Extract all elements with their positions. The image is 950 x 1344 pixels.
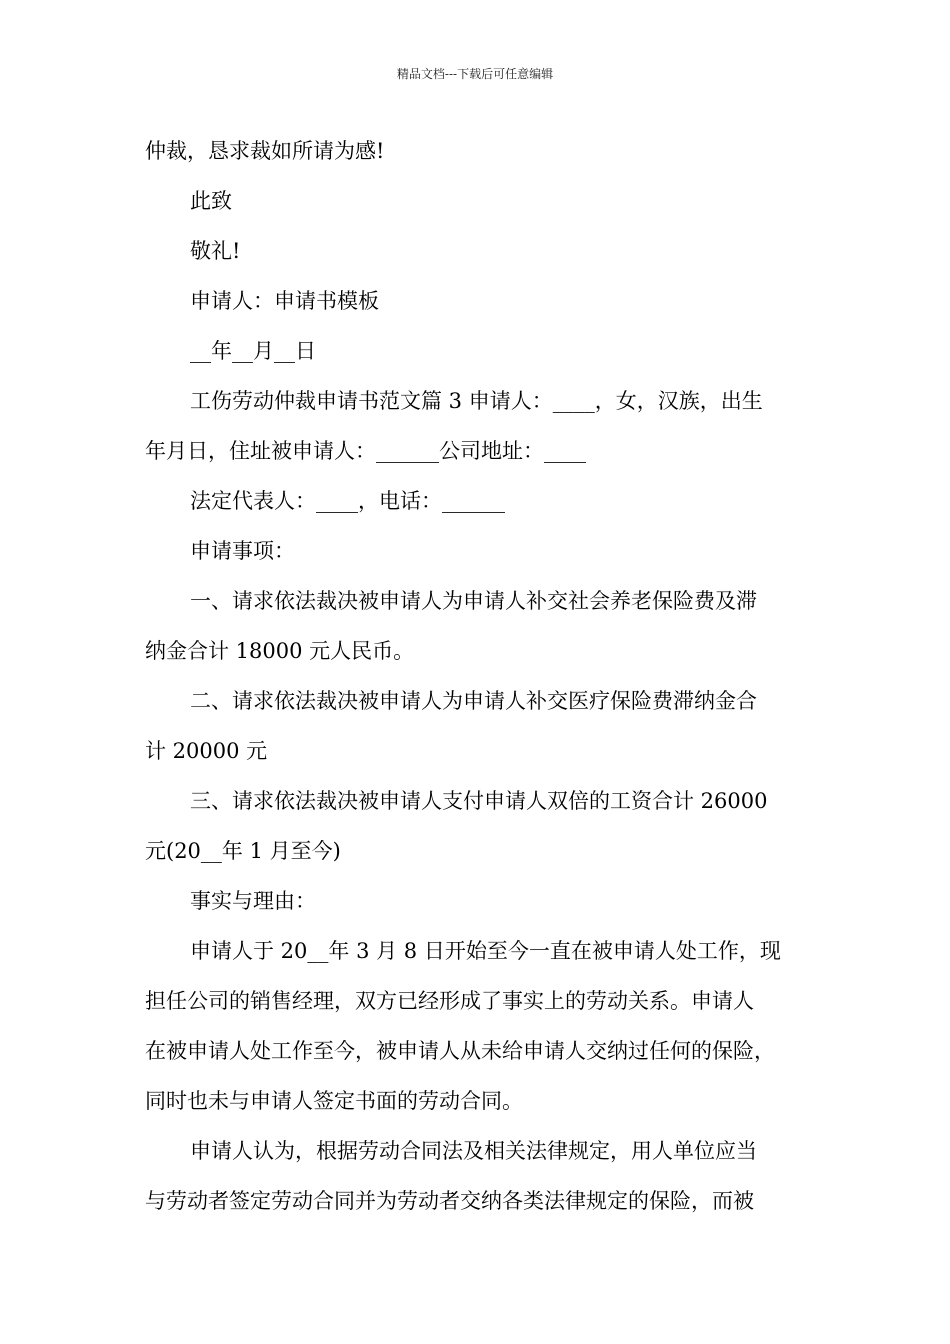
body-line-6: 工伤劳动仲裁申请书范文篇 3 申请人：____，女，汉族，出生: [190, 389, 763, 413]
body-line-20: 同时也未与申请人签定书面的劳动合同。: [145, 1089, 523, 1113]
page-header: 精品文档---下载后可任意编辑: [396, 67, 554, 81]
body-line-12: 二、请求依法裁决被申请人为申请人补交医疗保险费滞纳金合: [190, 689, 757, 713]
body-line-9: 申请事项：: [190, 539, 295, 563]
body-line-8: 法定代表人：____，电话：______: [190, 489, 505, 513]
body-line-18: 担任公司的销售经理，双方已经形成了事实上的劳动关系。申请人: [145, 989, 754, 1013]
body-line-10: 一、请求依法裁决被申请人为申请人补交社会养老保险费及滞: [190, 589, 757, 613]
body-line-13: 计 20000 元: [145, 739, 268, 763]
body-line-15: 元(20__年 1 月至今): [145, 839, 341, 863]
body-line-16: 事实与理由：: [190, 889, 316, 913]
body-line-21: 申请人认为，根据劳动合同法及相关法律规定，用人单位应当: [190, 1139, 757, 1163]
body-line-19: 在被申请人处工作至今，被申请人从未给申请人交纳过任何的保险，: [145, 1039, 775, 1063]
body-line-1: 仲裁，恳求裁如所请为感!: [145, 139, 385, 163]
body-line-2: 此致: [190, 189, 232, 213]
body-line-4: 申请人：申请书模板: [190, 289, 379, 313]
body-line-14: 三、请求依法裁决被申请人支付申请人双倍的工资合计 26000: [190, 789, 768, 813]
body-line-11: 纳金合计 18000 元人民币。: [145, 639, 415, 663]
body-line-5: __年__月__日: [190, 339, 316, 363]
body-line-7: 年月日，住址被申请人：______公司地址：____: [145, 439, 586, 463]
body-line-17: 申请人于 20__年 3 月 8 日开始至今一直在被申请人处工作，现: [190, 939, 781, 963]
body-line-3: 敬礼!: [190, 239, 241, 263]
body-line-22: 与劳动者签定劳动合同并为劳动者交纳各类法律规定的保险，而被: [145, 1189, 754, 1213]
